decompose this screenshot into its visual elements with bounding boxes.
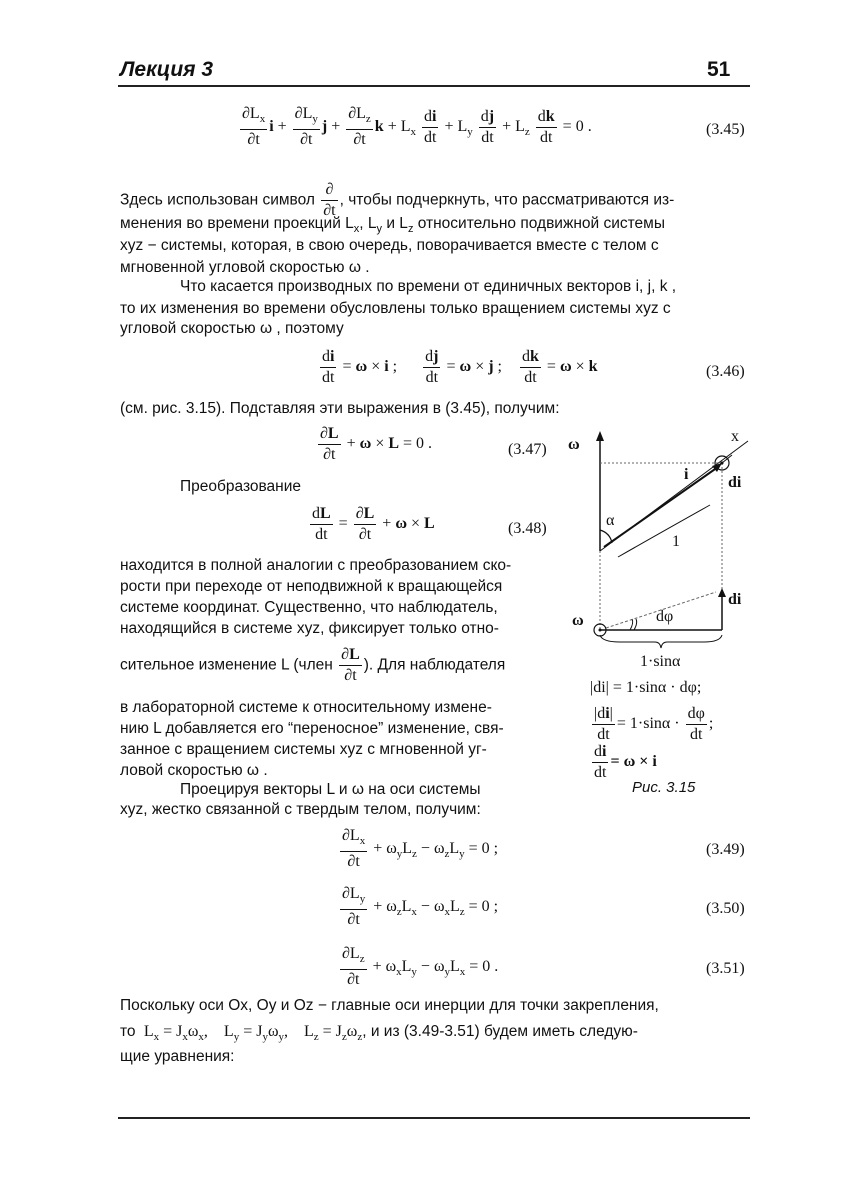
paragraph-line: xyz, жестко связанной с твердым телом, получим: [120, 801, 481, 818]
equation-3-46: $\frac{di}{dt}$ = ω × i ; $\frac{dj}{dt}$ = ω × j ; $\frac{dk}{dt}$ = ω × k [322, 348, 598, 386]
figure-label-omega: ω [572, 612, 584, 629]
running-header-title: Лекция 3 [120, 58, 214, 81]
paragraph-line: Поскольку оси Ox, Oy и Oz − главные оси инерции для точки закрепления, [120, 997, 659, 1014]
paragraph-line: ловой скоростью ω . [120, 762, 268, 779]
equation-3-51: $\frac{\partial L_z}{\partial t}$ + $\omega_xL_y - \omega_yL_x = 0$ . [342, 945, 499, 989]
paragraph-line: рости при переходе от неподвижной к вращающейся [120, 578, 503, 595]
paragraph-line: мгновенной угловой скоростью ω . [120, 259, 370, 276]
paragraph-line: в лабораторной системе к относительному измене- [120, 699, 492, 716]
equation-3-47: $\frac{\partial L}{\partial t}$ + ω × L = 0 . [320, 425, 433, 463]
paragraph-line: сительное изменение L (член $\frac{\partial L}{\partial t}$ ). Для наблюдателя [120, 646, 506, 684]
header-rule [118, 85, 750, 87]
paragraph-line: Что касается производных по времени от единичных векторов i, j, k , [180, 278, 677, 295]
figure-caption: Рис. 3.15 [632, 779, 696, 796]
figure-relation: |di| = 1·sinα · dφ; [590, 679, 702, 696]
figure-3-15-diagram [560, 425, 760, 685]
figure-label-di: di [728, 474, 742, 491]
paragraph-line: (см. рис. 3.15). Подставляя эти выражения в (3.45), получим: [120, 400, 560, 417]
equation-3-50: $\frac{\partial L_y}{\partial t}$ + $\omega_zL_x - \omega_xL_z = 0$ ; [342, 885, 499, 929]
paragraph-line: Преобразование [180, 478, 302, 495]
figure-relation: $\frac{di}{dt}$ = ω × i [594, 743, 657, 781]
equation-number: (3.49) [706, 841, 745, 858]
paragraph-line: системе координат. Существенно, что наблюдатель, [120, 599, 498, 616]
paragraph-line: находящийся в системе xyz, фиксирует только отно- [120, 620, 499, 637]
paragraph-line: нию L добавляется его “переносное” изменение, свя- [120, 720, 504, 737]
paragraph-line: Проецируя векторы L и ω на оси системы [180, 781, 481, 798]
equation-number: (3.48) [508, 520, 547, 537]
equation-number: (3.45) [706, 121, 745, 138]
equation-3-45: $\frac{\partial L_x}{\partial t}$ i + $\frac{\partial L_y}{\partial t}$ j + $\frac{\partial L_z}{\partial t}$ $k + L_x$ $\frac{di}{dt}$ + $L_y$ $\frac{dj}{dt}$ + $L_z$ $\frac{dk}{dt}$ = 0 . [242, 105, 592, 149]
figure-label-x: x [731, 428, 739, 445]
figure-label-projection: 1·sinα [640, 653, 681, 670]
paragraph-line: угловой скоростью ω , поэтому [120, 320, 344, 337]
paragraph-line: то $L_x = J_x\omega_x$, $L_y = J_y\omega_y$, $L_z = J_z\omega_z$, и из (3.49-3.51) будем иметь следую- [120, 1023, 638, 1044]
paragraph-line: находится в полной аналогии с преобразованием ско- [120, 557, 512, 574]
figure-relation: $\frac{|di|}{dt}$ = 1·sinα · $\frac{d\varphi}{dt}$ ; [594, 705, 714, 743]
figure-label-omega: ω [568, 436, 580, 453]
equation-number: (3.47) [508, 441, 547, 458]
footer-rule [118, 1117, 750, 1119]
paragraph-line: менения во времени проекций $L_x$, $L_y$ и $L_z$ относительно подвижной системы [120, 215, 665, 236]
equation-3-49: $\frac{\partial L_x}{\partial t}$ + $\omega_yL_z - \omega_zL_y = 0$ ; [342, 827, 499, 871]
equation-number: (3.50) [706, 900, 745, 917]
paragraph-line: занное с вращением системы xyz с мгновенной уг- [120, 741, 487, 758]
paragraph-line: Здесь использован символ $\frac{\partial}{\partial t}$ , чтобы подчеркнуть, что рассматриваются из- [120, 181, 675, 219]
equation-3-48: $\frac{dL}{dt}$ = $\frac{\partial L}{\partial t}$ + ω × L [312, 505, 435, 543]
equation-number: (3.46) [706, 363, 745, 380]
equation-number: (3.51) [706, 960, 745, 977]
figure-label-di: di [728, 591, 742, 608]
page-number: 51 [707, 58, 731, 81]
figure-label-alpha: α [606, 512, 615, 529]
paragraph-line: щие уравнения: [120, 1048, 235, 1065]
paragraph-line: xyz − системы, которая, в свою очередь, поворачивается вместе с телом с [120, 237, 659, 254]
figure-label-dphi: dφ [656, 608, 674, 625]
figure-label-one: 1 [672, 533, 680, 550]
figure-label-i: i [684, 466, 689, 483]
paragraph-line: то их изменения во времени обусловлены только вращением системы xyz с [120, 300, 671, 317]
